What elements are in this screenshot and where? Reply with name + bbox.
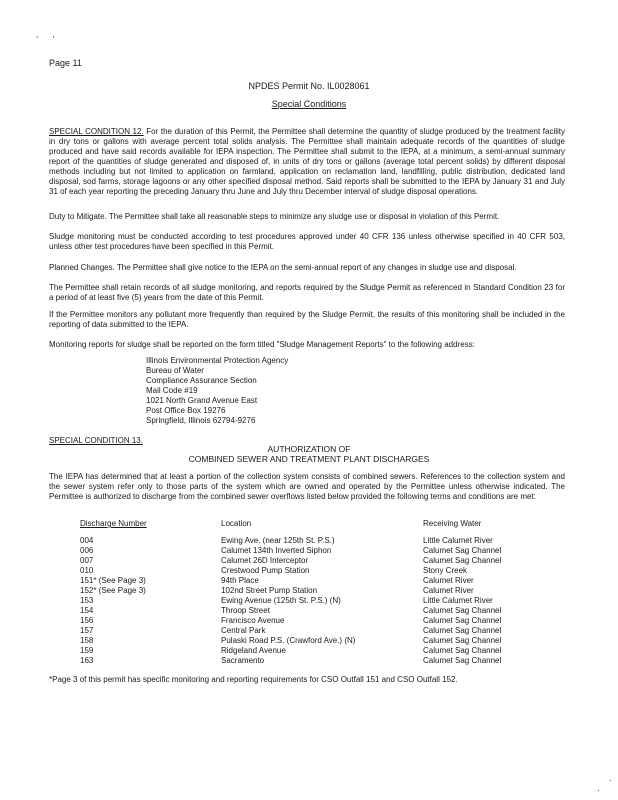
discharge-number-cell: 163 [80, 656, 94, 665]
address-line: Springfield, Illinois 62794-9276 [146, 416, 256, 425]
location-cell: Calumet 134th Inverted Siphon [221, 546, 332, 555]
corner-marks: , , [36, 30, 61, 39]
table-row [0, 646, 618, 656]
receiving-water-cell: Calumet River [423, 586, 474, 595]
discharge-number-cell: 159 [80, 646, 94, 655]
scan-speck [598, 790, 599, 791]
mailing-address [146, 356, 288, 426]
location-cell: Ridgeland Avenue [221, 646, 286, 655]
permit-number: NPDES Permit No. IL0028061 [248, 81, 370, 91]
receiving-water-cell: Calumet Sag Channel [423, 546, 502, 555]
receiving-water-cell: Little Calumet River [423, 596, 493, 605]
receiving-water-cell: Calumet Sag Channel [423, 606, 502, 615]
authorization-title [0, 444, 618, 464]
special-condition-12-text: For the duration of this Permit, the Permittee shall determine the quantity of sludge produced by the treatment facility in dry tons or gallons with average percent total solids analysis. The Permittee shall maintain adequate records of the quantities of sludge produced and have said records available for IEPA inspection. The Permittee shall submit to the IEPA, at a minimum, a semi-annual summary report of the quantities of sludge generated and disposed of, in units of dry tons or gallons (average total percent solids) by different disposal methods including but not limited to application on farmland, application on reclamation land, landfilling, public distribution, dedicated land disposal, sod farms, storage lagoons or any other specified disposal method. Said reports shall be submitted to the IEPA by January 31 and July 31 of each year reporting the preceding January thru June and July thru December interval of sludge disposal operations. [49, 127, 566, 196]
scan-speck [610, 780, 611, 781]
table-row [0, 586, 618, 596]
discharge-number-cell: 156 [80, 616, 94, 625]
discharge-number-cell: 006 [80, 546, 94, 555]
location-cell: Ewing Avenue (125th St. P.S.) (N) [221, 596, 341, 605]
receiving-water-cell: Calumet Sag Channel [423, 656, 502, 665]
location-cell: Crestwood Pump Station [221, 566, 310, 575]
receiving-water-cell: Calumet Sag Channel [423, 616, 502, 625]
discharge-number-cell: 152* (See Page 3) [80, 586, 146, 595]
address-line: Post Office Box 19276 [146, 406, 226, 415]
discharge-number-cell: 010 [80, 566, 94, 575]
table-row [0, 596, 618, 606]
location-header: Location [221, 519, 252, 528]
combined-sewer-intro: The IEPA has determined that at least a portion of the collection system consists of combined sewers. References to the collection system and the sewer system refer only to those parts of the system which are owned and operated by the Permittee unless otherwise indicated. The Permittee is authorized to discharge from the combined sewer overflows listed below provided the following terms and conditions are met: [49, 472, 565, 501]
authorization-title-line1: AUTHORIZATION OF [267, 444, 351, 454]
monitoring-frequency-paragraph: If the Permittee monitors any pollutant more frequently than required by the Sludge Permit, the results of this monitoring shall be included in the reporting of data submitted to the IEPA. [49, 310, 565, 329]
duty-to-mitigate-paragraph: Duty to Mitigate. The Permittee shall take all reasonable steps to minimize any sludge use or disposal in violation of this Permit. [49, 212, 500, 221]
address-line: Mail Code #19 [146, 386, 198, 395]
receiving-water-cell: Calumet Sag Channel [423, 636, 502, 645]
page-number: Page 11 [49, 58, 82, 68]
table-row [0, 606, 618, 616]
footnote: *Page 3 of this permit has specific monitoring and reporting requirements for CSO Outfall 151 and CSO Outfall 152. [49, 675, 458, 684]
location-cell: Throop Street [221, 606, 270, 615]
section-title: Special Conditions [271, 99, 347, 109]
discharge-number-header: Discharge Number [80, 519, 147, 528]
location-cell: 94th Place [221, 576, 259, 585]
address-line: Bureau of Water [146, 366, 204, 375]
special-condition-13-label: SPECIAL CONDITION 13. [49, 436, 143, 445]
receiving-water-cell: Calumet Sag Channel [423, 646, 502, 655]
location-cell: Central Park [221, 626, 266, 635]
receiving-water-cell: Stony Creek [423, 566, 468, 575]
address-line: 1021 North Grand Avenue East [146, 396, 258, 405]
location-cell: Sacramento [221, 656, 265, 665]
location-cell: Francisco Avenue [221, 616, 285, 625]
discharge-number-cell: 004 [80, 536, 94, 545]
address-line: Compliance Assurance Section [146, 376, 257, 385]
table-row [0, 566, 618, 576]
table-row [0, 556, 618, 566]
location-cell: Calumet 26D Interceptor [221, 556, 309, 565]
records-retention-paragraph: The Permittee shall retain records of all sludge monitoring, and reports required by the Sludge Permit as referenced in Standard Condition 23 for a period of at least five (5) years from the date of this Permit. [49, 283, 565, 302]
receiving-water-cell: Calumet Sag Channel [423, 556, 502, 565]
receiving-water-header: Receiving Water [423, 519, 482, 528]
table-row [0, 626, 618, 636]
reporting-address-intro: Monitoring reports for sludge shall be reported on the form titled "Sludge Management Reports" to the following address: [49, 340, 475, 349]
special-condition-12 [49, 127, 565, 197]
receiving-water-cell: Calumet River [423, 576, 474, 585]
receiving-water-cell: Little Calumet River [423, 536, 493, 545]
address-line: Illinois Environmental Protection Agency [146, 356, 289, 365]
discharge-number-cell: 007 [80, 556, 94, 565]
table-row [0, 656, 618, 666]
special-condition-12-label: SPECIAL CONDITION 12. [49, 127, 144, 136]
table-row [0, 616, 618, 626]
location-cell: Pulaski Road P.S. (Crawford Ave.) (N) [221, 636, 356, 645]
discharge-number-cell: 158 [80, 636, 94, 645]
table-row [0, 536, 618, 546]
sludge-monitoring-paragraph: Sludge monitoring must be conducted according to test procedures approved under 40 CFR 136 unless otherwise specified in 40 CFR 503, unless other test procedures have been specified in this Permit. [49, 232, 565, 251]
planned-changes-paragraph: Planned Changes. The Permittee shall give notice to the IEPA on the semi-annual report of any changes in sludge use and disposal. [49, 263, 517, 272]
discharge-number-cell: 157 [80, 626, 94, 635]
table-row [0, 636, 618, 646]
table-row [0, 546, 618, 556]
authorization-title-line2: COMBINED SEWER AND TREATMENT PLANT DISCHARGES [188, 454, 430, 464]
discharge-number-cell: 153 [80, 596, 94, 605]
location-cell: 102nd Street Pump Station [221, 586, 318, 595]
table-row [0, 576, 618, 586]
discharge-number-cell: 154 [80, 606, 94, 615]
receiving-water-cell: Calumet Sag Channel [423, 626, 502, 635]
location-cell: Ewing Ave. (near 125th St. P.S.) [221, 536, 335, 545]
discharge-number-cell: 151* (See Page 3) [80, 576, 146, 585]
